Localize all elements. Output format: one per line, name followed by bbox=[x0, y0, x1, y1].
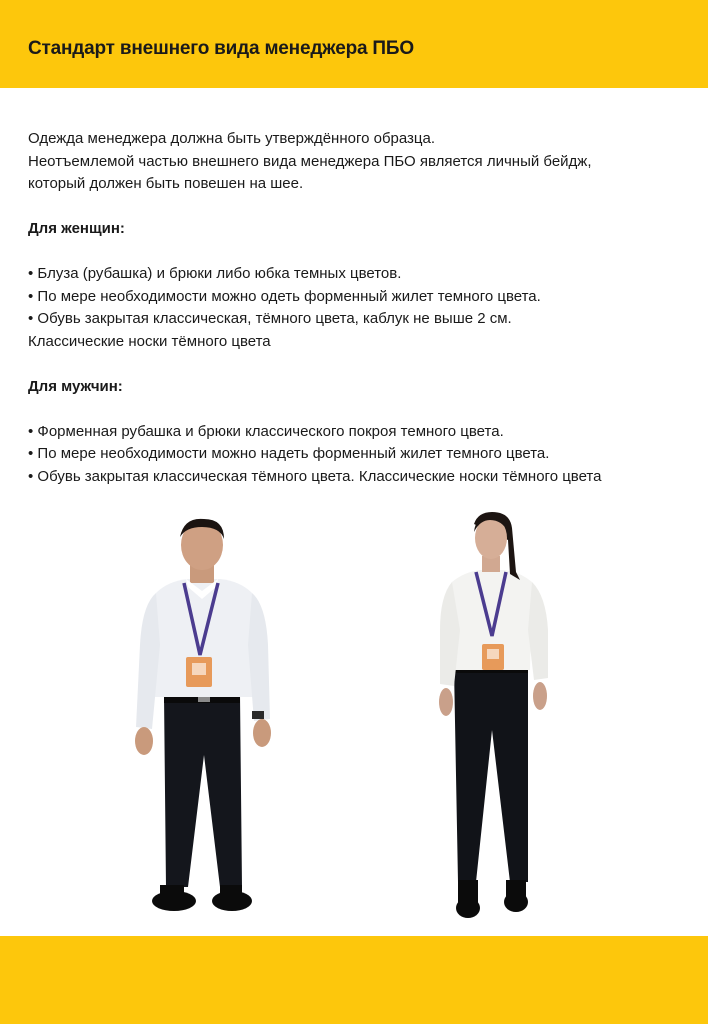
women-item: • Обувь закрытая классическая, тёмного цвета, каблук не выше 2 см. bbox=[28, 310, 512, 327]
male-manager-photo bbox=[128, 515, 278, 920]
footer-band bbox=[0, 936, 708, 1024]
women-item: • Блуза (рубашка) и брюки либо юбка темных цветов. bbox=[28, 265, 402, 282]
men-item: • Обувь закрытая классическая тёмного цвета. Классические носки тёмного цвета bbox=[28, 467, 602, 485]
men-item: • По мере необходимости можно надеть форменный жилет темного цвета. bbox=[28, 445, 550, 462]
content-body bbox=[28, 128, 688, 488]
intro-line-1: Одежда менеджера должна быть утверждённого образца. bbox=[28, 130, 436, 147]
female-manager-photo bbox=[430, 510, 555, 922]
women-heading: Для женщин: bbox=[28, 220, 125, 237]
women-note: Классические носки тёмного цвета bbox=[28, 332, 271, 350]
page-title: Стандарт внешнего вида менеджера ПБО bbox=[28, 38, 414, 59]
women-item: • По мере необходимости можно одеть форменный жилет темного цвета. bbox=[28, 287, 541, 305]
female-figure-illustration bbox=[430, 510, 555, 922]
men-heading: Для мужчин: bbox=[28, 377, 123, 395]
intro-line-3: который должен быть повешен на шее. bbox=[28, 175, 304, 192]
intro-line-2: Неотъемлемой частью внешнего вида менеджера ПБО является личный бейдж, bbox=[28, 152, 592, 170]
male-figure-illustration bbox=[128, 515, 278, 920]
men-item: • Форменная рубашка и брюки классического покроя темного цвета. bbox=[28, 422, 504, 440]
